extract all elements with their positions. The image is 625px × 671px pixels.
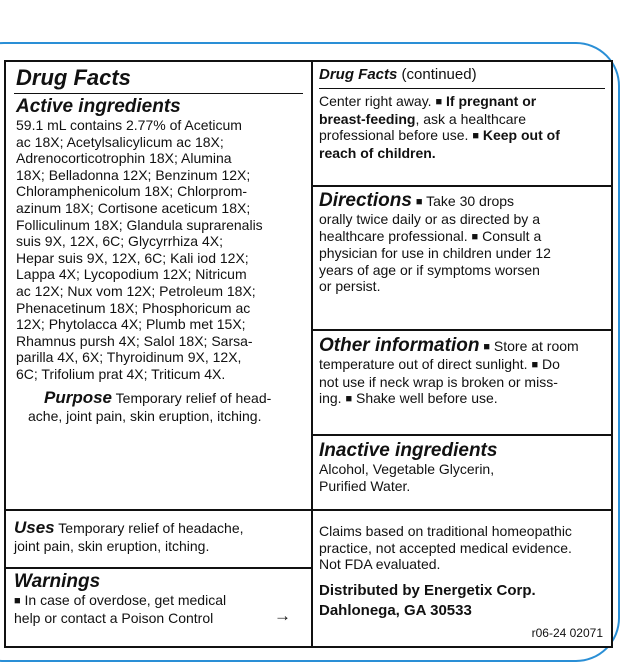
distributor-name: Distributed by Energetix Corp. (319, 581, 536, 599)
active-line: Hepar suis 9X, 12X, 6C; Kali iod 12X; (16, 249, 249, 266)
claims-line: Claims based on traditional homeopathic (319, 523, 572, 539)
uses-text: Temporary relief of headache, (54, 520, 244, 536)
claims-line: Not FDA evaluated. (319, 556, 441, 573)
directions-text: Take 30 drops (422, 193, 515, 209)
other-line: not use if neck wrap is broken or miss- (319, 373, 558, 390)
inactive-ingredients-heading: Inactive ingredients (319, 440, 498, 461)
directions-line (319, 228, 605, 246)
claims-line: practice, not accepted medical evidence. (319, 539, 572, 556)
warnings-text: In case of overdose, get medical (20, 592, 227, 608)
other-information-section (313, 329, 611, 408)
warnings-text-2: help or contact a Poison Control (14, 609, 214, 626)
warn-text: Center right away. (319, 93, 436, 109)
active-line: parilla 4X, 6X; Thyroidinum 9X, 12X, (16, 349, 242, 366)
drug-facts-panel (4, 60, 613, 648)
directions-text: Consult a (478, 227, 542, 244)
warnings-continued (319, 93, 605, 161)
directions-line: orally twice daily or as directed by a (319, 211, 540, 227)
other-line (319, 356, 605, 374)
purpose-heading: Purpose (44, 387, 113, 407)
breastfeeding-bold: breast-feeding (319, 110, 416, 127)
directions-line: physician for use in children under 12 (319, 245, 551, 262)
continued-suffix: (continued) (397, 66, 477, 83)
pregnant-bold: If pregnant or (446, 93, 537, 109)
continued-rule (319, 88, 605, 89)
other-information-heading: Other information (319, 335, 480, 356)
directions-line: or persist. (319, 278, 381, 295)
keep-out-bold: Keep out of (482, 127, 560, 144)
uses-heading: Uses (14, 518, 55, 537)
drug-facts-section (6, 65, 311, 424)
right-column (313, 62, 611, 646)
directions-line-1 (319, 190, 605, 211)
other-text: Store at room (490, 338, 579, 354)
active-ingredients-heading: Active ingredients (16, 96, 181, 117)
active-line: Phenacetinum 18X; Phosphoricum ac (16, 299, 251, 316)
claims-section (313, 509, 611, 646)
label-code: r06-24 02071 (531, 626, 603, 640)
active-line: 12X; Phytolacca 4X; Plumb met 15X; (16, 316, 246, 333)
active-line: Adrenocorticotrophin 18X; Alumina (16, 150, 232, 167)
left-column (6, 62, 311, 646)
active-line: suis 9X, 12X, 6C; Glycyrrhiza 4X; (16, 233, 223, 250)
uses-line-1 (14, 517, 303, 538)
uses-line-2: joint pain, skin eruption, itching. (14, 538, 210, 554)
purpose-block (14, 387, 303, 408)
bullet-icon: ■ (14, 595, 21, 607)
purpose-text: Temporary relief of head- (112, 389, 272, 406)
directions-heading: Directions (319, 190, 412, 211)
inactive-line-2: Purified Water. (319, 477, 411, 494)
warn-text: , ask a healthcare (415, 110, 526, 127)
active-line: 59.1 mL contains 2.77% of Aceticum (16, 117, 242, 133)
other-text: temperature out of direct sunlight. (319, 356, 532, 372)
active-line: 18X; Belladonna 12X; Benzinum 12X; (16, 166, 251, 183)
purpose-text-2: ache, joint pain, skin eruption, itching. (28, 407, 262, 424)
warnings-line-2 (14, 605, 303, 627)
active-line: 6C; Trifolium prat 4X; Triticum 4X. (16, 365, 226, 382)
bullet-icon: ■ (472, 130, 479, 143)
bullet-icon: ■ (435, 96, 443, 108)
warnings-section (6, 567, 311, 626)
other-text: Shake well before use. (352, 390, 498, 407)
reach-children-bold: reach of children. (319, 144, 436, 161)
other-text: Do (538, 356, 560, 372)
active-ingredients-list (14, 117, 303, 383)
continued-heading (319, 65, 605, 85)
active-line: ac 18X; Acetylsalicylicum ac 18X; (16, 133, 224, 150)
bullet-icon: ■ (531, 359, 539, 371)
bullet-icon: ■ (471, 230, 479, 243)
active-line: azinum 18X; Cortisone aceticum 18X; (16, 199, 251, 216)
active-line: Rhamnus pursh 4X; Salol 18X; Sarsa- (16, 332, 253, 349)
bullet-icon: ■ (483, 341, 490, 353)
other-line-1 (319, 335, 605, 356)
inactive-ingredients-section (313, 434, 611, 494)
warnings-line-1 (14, 592, 303, 610)
bullet-icon: ■ (345, 393, 353, 406)
inactive-line-1: Alcohol, Vegetable Glycerin, (319, 461, 495, 477)
distributor-address: Dahlonega, GA 30533 (319, 601, 472, 619)
directions-text: healthcare professional. (319, 227, 472, 244)
uses-section (6, 509, 311, 555)
other-text: ing. (319, 390, 346, 407)
drug-facts-title: Drug Facts (16, 65, 131, 90)
continue-arrow-icon: → (274, 605, 291, 625)
other-line (319, 390, 605, 408)
warnings-heading: Warnings (14, 571, 101, 592)
continued-section (313, 65, 611, 161)
directions-section (313, 185, 611, 295)
bullet-icon: ■ (415, 196, 423, 208)
active-line: Folliculinum 18X; Glandula suprarenalis (16, 216, 263, 233)
active-line: ac 12X; Nux vom 12X; Petroleum 18X; (16, 282, 256, 299)
active-line: Chloramphenicolum 18X; Chlorprom- (16, 183, 248, 200)
title-rule (14, 93, 303, 94)
continued-title: Drug Facts (319, 66, 398, 83)
active-line: Lappa 4X; Lycopodium 12X; Nitricum (16, 266, 247, 283)
warn-text: professional before use. (319, 127, 473, 144)
directions-line: years of age or if symptoms worsen (319, 261, 540, 278)
